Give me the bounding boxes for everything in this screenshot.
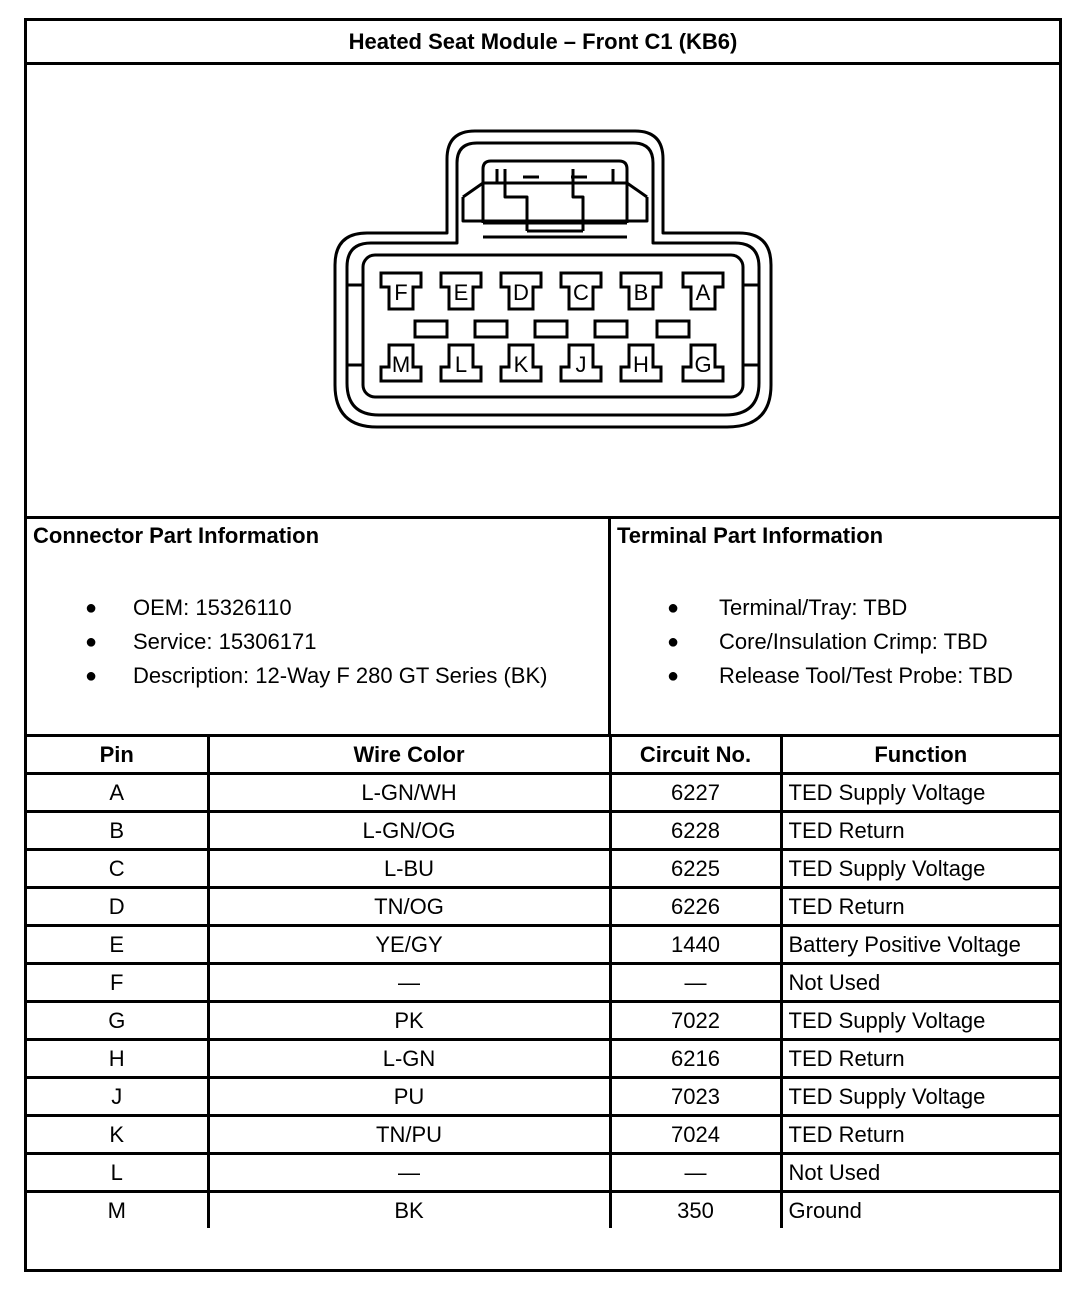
circuit-cell: 7023	[610, 1078, 781, 1116]
pin-cell: F	[27, 964, 208, 1002]
function-cell: Ground	[781, 1192, 1059, 1229]
pin-cavity-m	[381, 345, 421, 381]
connector-info-heading: Connector Part Information	[33, 523, 320, 548]
circuit-cell: 7024	[610, 1116, 781, 1154]
wire-color-cell: TN/OG	[208, 888, 610, 926]
circuit-cell: 6228	[610, 812, 781, 850]
pin-label: K	[513, 352, 529, 377]
wire-color-cell: L-GN/WH	[208, 774, 610, 812]
bullet-icon: ●	[667, 597, 680, 619]
pin-cell: K	[27, 1116, 208, 1154]
header-wire-color: Wire Color	[208, 736, 610, 774]
wire-color-cell: PU	[208, 1078, 610, 1116]
wire-color-cell: BK	[208, 1192, 610, 1229]
sheet-title: Heated Seat Module – Front C1 (KB6)	[27, 21, 1059, 65]
pin-cell: C	[27, 850, 208, 888]
pin-label: F	[394, 280, 408, 305]
wire-color-cell: YE/GY	[208, 926, 610, 964]
pin-cell: G	[27, 1002, 208, 1040]
circuit-cell: 6216	[610, 1040, 781, 1078]
table-row	[27, 1002, 1059, 1040]
terminal-info-heading: Terminal Part Information	[617, 523, 884, 548]
pin-separator	[535, 321, 567, 337]
table-row	[27, 1192, 1059, 1229]
pin-label: H	[633, 352, 649, 377]
pinout-table	[27, 734, 1059, 1228]
terminal-info-tool: ● Release Tool/Test Probe: TBD	[611, 659, 1013, 693]
connector-info-description: ● Description: 12-Way F 280 GT Series (BK)	[27, 659, 547, 693]
table-row	[27, 964, 1059, 1002]
pin-label: C	[573, 280, 589, 305]
connector-face-diagram	[27, 65, 1059, 516]
pin-cavity-c	[561, 273, 601, 309]
pin-cell: J	[27, 1078, 208, 1116]
pin-label: J	[575, 352, 587, 377]
pin-separator	[475, 321, 507, 337]
connector-part-information	[27, 519, 611, 734]
pin-cell: L	[27, 1154, 208, 1192]
table-row	[27, 1116, 1059, 1154]
pin-label: D	[513, 280, 529, 305]
wire-color-cell: L-BU	[208, 850, 610, 888]
terminal-info-crimp: ● Core/Insulation Crimp: TBD	[611, 625, 1013, 659]
circuit-cell: 7022	[610, 1002, 781, 1040]
pin-label: L	[454, 352, 468, 377]
table-row	[27, 926, 1059, 964]
terminal-info-tray: ● Terminal/Tray: TBD	[611, 591, 1013, 625]
bullet-icon: ●	[667, 665, 680, 687]
pin-cavity-a	[683, 273, 723, 309]
pin-separator	[415, 321, 447, 337]
circuit-cell: —	[610, 964, 781, 1002]
header-pin: Pin	[27, 736, 208, 774]
pin-cell: E	[27, 926, 208, 964]
function-cell: TED Return	[781, 812, 1059, 850]
pin-cavity-h	[621, 345, 661, 381]
function-cell: Battery Positive Voltage	[781, 926, 1059, 964]
circuit-cell: 350	[610, 1192, 781, 1229]
table-header-row	[27, 736, 1059, 774]
header-circuit-no: Circuit No.	[610, 736, 781, 774]
table-row	[27, 850, 1059, 888]
pin-cavity-g	[683, 345, 723, 381]
function-cell: TED Supply Voltage	[781, 774, 1059, 812]
circuit-cell: 6227	[610, 774, 781, 812]
pin-separator	[657, 321, 689, 337]
table-row	[27, 812, 1059, 850]
table-row	[27, 1040, 1059, 1078]
wire-color-cell: PK	[208, 1002, 610, 1040]
function-cell: Not Used	[781, 964, 1059, 1002]
function-cell: TED Supply Voltage	[781, 850, 1059, 888]
wire-color-cell: —	[208, 1154, 610, 1192]
pin-cavity-f	[381, 273, 421, 309]
connector-sheet	[24, 18, 1062, 1272]
connector-info-list	[27, 591, 547, 693]
circuit-cell: 6225	[610, 850, 781, 888]
function-cell: TED Return	[781, 1040, 1059, 1078]
pin-cell: H	[27, 1040, 208, 1078]
wire-color-cell: —	[208, 964, 610, 1002]
housing-outer	[335, 131, 771, 427]
table-row	[27, 1154, 1059, 1192]
table-row	[27, 774, 1059, 812]
pin-cell: A	[27, 774, 208, 812]
bullet-icon: ●	[85, 665, 98, 687]
bullet-icon: ●	[667, 631, 680, 653]
wire-color-cell: TN/PU	[208, 1116, 610, 1154]
wire-color-cell: L-GN/OG	[208, 812, 610, 850]
bullet-icon: ●	[85, 597, 98, 619]
pin-label: A	[695, 280, 711, 305]
pin-cavity-l	[441, 345, 481, 381]
pin-cell: B	[27, 812, 208, 850]
terminal-info-list	[611, 591, 1013, 693]
pin-cell: M	[27, 1192, 208, 1229]
terminal-part-information	[611, 519, 1062, 734]
circuit-cell: 6226	[610, 888, 781, 926]
pin-label: E	[453, 280, 469, 305]
wire-color-cell: L-GN	[208, 1040, 610, 1078]
circuit-cell: —	[610, 1154, 781, 1192]
pin-cavity-d	[501, 273, 541, 309]
function-cell: TED Return	[781, 888, 1059, 926]
pin-label: G	[694, 352, 712, 377]
table-row	[27, 1078, 1059, 1116]
pin-separator	[595, 321, 627, 337]
bullet-icon: ●	[85, 631, 98, 653]
function-cell: TED Return	[781, 1116, 1059, 1154]
part-information	[27, 516, 1059, 734]
pin-cell: D	[27, 888, 208, 926]
connector-info-service: ● Service: 15306171	[27, 625, 547, 659]
pin-cavity-j	[561, 345, 601, 381]
pin-label: M	[391, 352, 411, 377]
function-cell: TED Supply Voltage	[781, 1078, 1059, 1116]
function-cell: TED Supply Voltage	[781, 1002, 1059, 1040]
circuit-cell: 1440	[610, 926, 781, 964]
pin-cavity-b	[621, 273, 661, 309]
pin-label: B	[633, 280, 649, 305]
function-cell: Not Used	[781, 1154, 1059, 1192]
header-function: Function	[781, 736, 1059, 774]
table-row	[27, 888, 1059, 926]
pin-cavity-e	[441, 273, 481, 309]
connector-face-svg	[27, 65, 1059, 516]
pin-cavity-k	[501, 345, 541, 381]
connector-info-oem: ● OEM: 15326110	[27, 591, 547, 625]
